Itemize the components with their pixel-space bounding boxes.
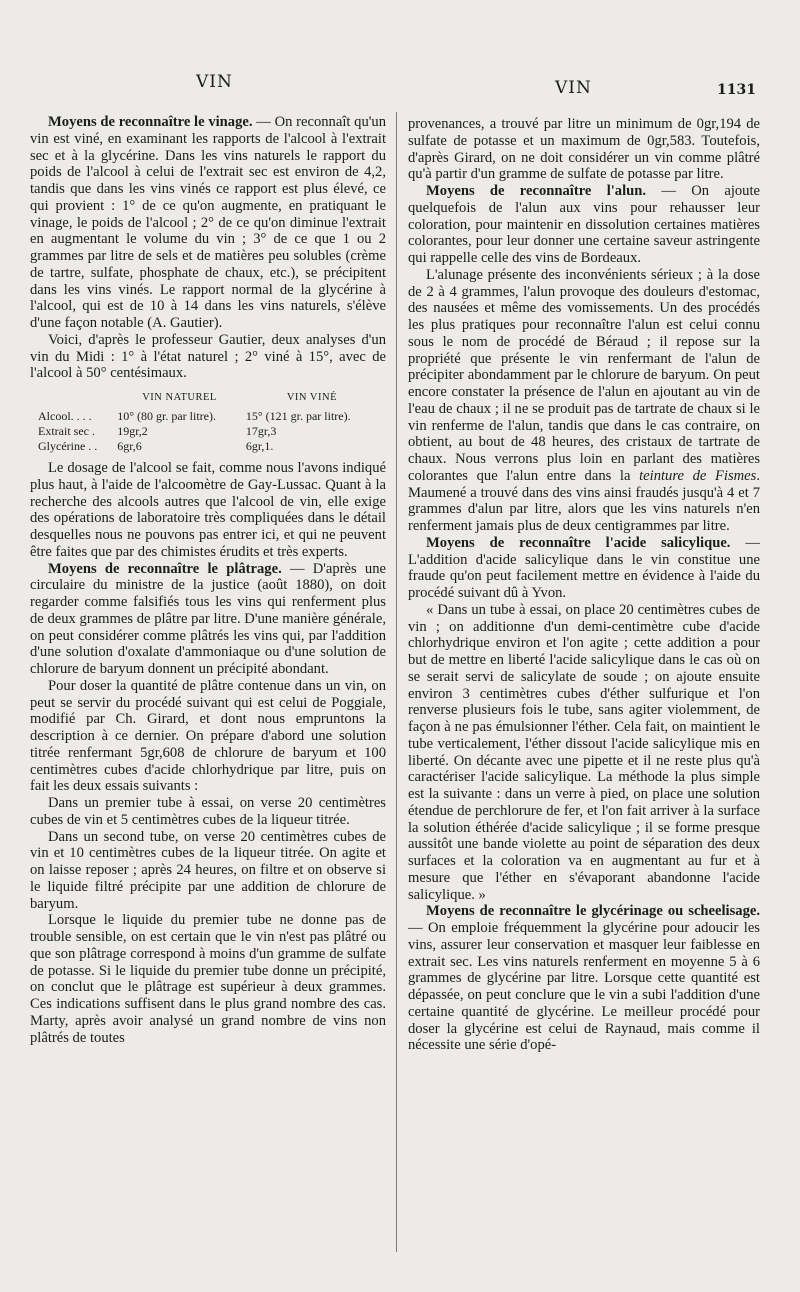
table-cell: 6gr,1. (245, 439, 274, 453)
paragraph-text: — L'addition d'acide salicylique dans le vin constitue une fraude qu'on peut facilement mettre en évidence à l'aide du procédé suivant dû à Yvon. (408, 534, 760, 601)
section-heading-glycerinage: Moyens de reconnaître le glycérinage ou scheelisage. (426, 903, 760, 920)
paragraph-second-tube: Dans un second tube, on verse 20 centimètres cubes de vin et 10 centimètres cubes de la liqueur titrée. On agite et on laisse reposer ; après 24 heures, on filtre et on observe si le liquide filtré précipite par une addition de chlorure de baryum. (30, 828, 386, 912)
paragraph-text: — On ajoute quelquefois de l'alun aux vins pour rehausser leur coloration, pour maintenir en dissolution certaines matières colorantes, pour leur donner une certaine saveur astringente qui rappelle celle des vins de Bordeaux. (408, 183, 761, 266)
paragraph-dosage-platre: Pour doser la quantité de plâtre contenue dans un vin, on peut se servir du procédé suivant qui est celui de Poggiale, modifié par Ch. Girard, et dont nous empruntons la description à ce dernier. On prépare d'abord une solution titrée renfermant 5gr,608 de chlorure de baryum et 100 centimètres cubes d'acide chlorhydrique par litre, puis on fait les deux essais suivants : (30, 677, 386, 795)
table-cell: 19gr,2 (117, 424, 148, 438)
paragraph-dosage-alcool: Le dosage de l'alcool se fait, comme nous l'avons indiqué plus haut, à l'aide de l'alcoomètre de Gay-Lussac. Quant à la recherche des alcools autres que l'alcool de vin, elle exige des opérations de laboratoire très compliquées dans le détail desquelles nous ne pouvons pas entrer ici, et qui ne peuvent être faites que par des chimistes érudits et très experts. (30, 460, 386, 560)
paragraph-provenances: provenances, a trouvé par litre un minimum de 0gr,194 de sulfate de potasse et un maximum de 0gr,583. Toutefois, d'après Girard, on ne doit considérer un vin comme plâtré qu'à partir d'un gramme de sulfate de potasse par litre. (408, 116, 760, 183)
paragraph-text: . Maumené a trouvé dans des vins ainsi fraudés jusqu'à 4 et 7 grammes d'alun par litre, alors que les vins naturels n'en renferment jamais plus de deux centigrammes par litre. (408, 467, 760, 534)
table-header-cell: VIN VINÉ (286, 392, 338, 403)
analysis-table (36, 390, 380, 454)
column-divider (396, 112, 397, 1252)
table-row (36, 424, 380, 439)
table-cell: 17gr,3 (245, 424, 277, 438)
running-head-left: VIN (196, 72, 233, 92)
paragraph-text: — On emploie fréquemment la glycérine pour adoucir les vins, assurer leur conservation et masquer leur faiblesse en extrait sec. Les vins naturels renferment en moyenne 5 à 6 grammes de glycérine par litre. Lorsque cette quantité est dépassée, on peut conclure que le vin a subi l'addition d'une certaine quantité de glycérine. Le meilleur procédé pour doser la glycérine est celui de Raynaud, mais comme il nécessite une série d'opé- (408, 920, 760, 1054)
left-column (30, 114, 386, 1046)
section-heading-alun: Moyens de reconnaître l'alun. (426, 183, 647, 199)
table-header-cell (36, 390, 115, 409)
italic-term: teinture de Fismes (639, 467, 757, 484)
table-row (36, 439, 380, 454)
paragraph-glycerinage (408, 903, 760, 1054)
right-column (408, 116, 760, 1054)
table-cell: 10° (80 gr. par litre). (117, 409, 216, 423)
running-head-right: VIN (555, 78, 592, 98)
paragraph-quote-yvon: « Dans un tube à essai, on place 20 centimètres cubes de vin ; on additionne d'un demi-centimètre cube d'acide chlorhydrique environ et l'on agite ; cette addition a pour but de mettre en liberté l'acide salicylique dans le cas où on se serait servi de salicylate de soude ; on ajoute ensuite environ 3 centimètres cubes d'éther sulfurique et l'on renverse plusieurs fois le tube, sans agiter violemment, de façon à ne pas émulsionner l'éther. Cela fait, on maintient le tube verticalement, l'éther dissout l'acide salicylique mis en liberté. On décante avec une pipette et il ne reste plus qu'à caractériser l'acide salicylique. La méthode la plus simple est la suivante : dans un verre à pied, on place une solution étendue de perchlorure de fer, et l'on fait arriver à la surface la solution éthérée d'acide salicylique ; il se forme presque aussitôt une bande violette au point de séparation des deux surfaces et la coloration va en augmentant au fur et à mesure que l'éther en s'évaporant abandonne l'acide salicylique. » (408, 601, 760, 903)
table-cell: Glycérine . . (38, 439, 98, 453)
paragraph-conclusion: Lorsque le liquide du premier tube ne donne pas de trouble sensible, on est certain que le vin n'est pas plâtré ou que son plâtrage correspond à moins d'un gramme de sulfate de potasse. Si le liquide du premier tube donne un précipité, on conclut que le plâtrage est supérieur à deux grammes. Ces indications suffisent dans le plus grand nombre des cas. Marty, après avoir analysé un grand nombre de vins non plâtrés de toutes (30, 912, 386, 1046)
paragraph-premier-tube: Dans un premier tube à essai, on verse 20 centimètres cubes de vin et 5 centimètres cubes de la liqueur titrée. (30, 795, 386, 828)
section-heading-vinage: Moyens de reconnaître le vinage. (48, 114, 253, 130)
table-cell: Extrait sec . (38, 424, 95, 438)
table-cell: 15° (121 gr. par litre). (245, 409, 351, 423)
paragraph-analyses: Voici, d'après le professeur Gautier, deux analyses d'un vin du Midi : 1° à l'état naturel ; 2° viné à 15°, avec de l'alcool à 50° centésimaux. (30, 331, 386, 382)
table-cell: 6gr,6 (117, 439, 142, 453)
running-header (0, 72, 800, 102)
paragraph-alun (408, 183, 760, 267)
paragraph-text: — On reconnaît qu'un vin est viné, en examinant les rapports de l'alcool à l'extrait sec et à la glycérine. Dans les vins naturels le rapport du poids de l'alcool à celui de l'extrait sec est environ de 4,2, tandis que dans les vins vinés ce rapport est plus élevé, ce qui provient : 1° de ce qu'on augmente, en pratiquant le vinage, le poids de l'alcool ; 2° de ce qu'on diminue l'extrait en augmentant le volume du vin ; 3° de ce que 1 ou 2 grammes par litre de sels et de matières peu solubles (crème de tartre, sulfate, phosphate de chaux, etc.), se précipitent dans les vins vinés. Le rapport normal de la glycérine à l'alcool, qui est de 10 à 14 dans les vins naturels, s'élève d'une façon notable (A. Gautier). (30, 114, 386, 331)
table-row (36, 409, 380, 424)
paragraph-alunage (408, 267, 760, 535)
paragraph-text: L'alunage présente des inconvénients sérieux ; à la dose de 2 à 4 grammes, l'alun provoque des douleurs d'estomac, des nausées et même des vomissements. Un des procédés les plus pratiques pour reconnaître l'alun est celui connu sous le nom de procédé de Béraud ; il repose sur la propriété que présente le vin renfermant de l'alun de précipiter abondamment par le chlorure de baryum. On peut encore constater la présence de l'alun en ajoutant au vin de l'eau de chaux ; il ne se produit pas de tartrate de chaux si le vin renferme de l'alun, tandis que dans le cas contraire, on obtient, au bout de 48 heures, des cristaux de tartrate de chaux. Nous verrons plus loin en parlant des matières colorantes que l'alun entre dans la (408, 266, 760, 484)
table-header-row (36, 390, 380, 409)
paragraph-salicylique (408, 535, 760, 602)
section-heading-salicylique: Moyens de reconnaître l'acide salicylique. (426, 534, 731, 551)
section-heading-platrage: Moyens de reconnaître le plâtrage. (48, 560, 282, 577)
table-cell: Alcool. . . . (38, 409, 92, 423)
page-number: 1131 (717, 82, 756, 98)
paragraph-text: — D'après une circulaire du ministre de la justice (août 1880), on doit regarder comme falsifiés tous les vins qui renferment plus de deux grammes de plâtre par litre. D'une manière générale, on peut considérer comme plâtrés les vins qui, par l'addition d'une solution d'oxalate d'ammoniaque ou d'une solution de chlorure de baryum donnent un précipité abondant. (30, 560, 386, 677)
table-header-cell: VIN NATUREL (142, 392, 217, 403)
paragraph-vinage (30, 114, 386, 332)
paragraph-platrage (30, 561, 386, 678)
